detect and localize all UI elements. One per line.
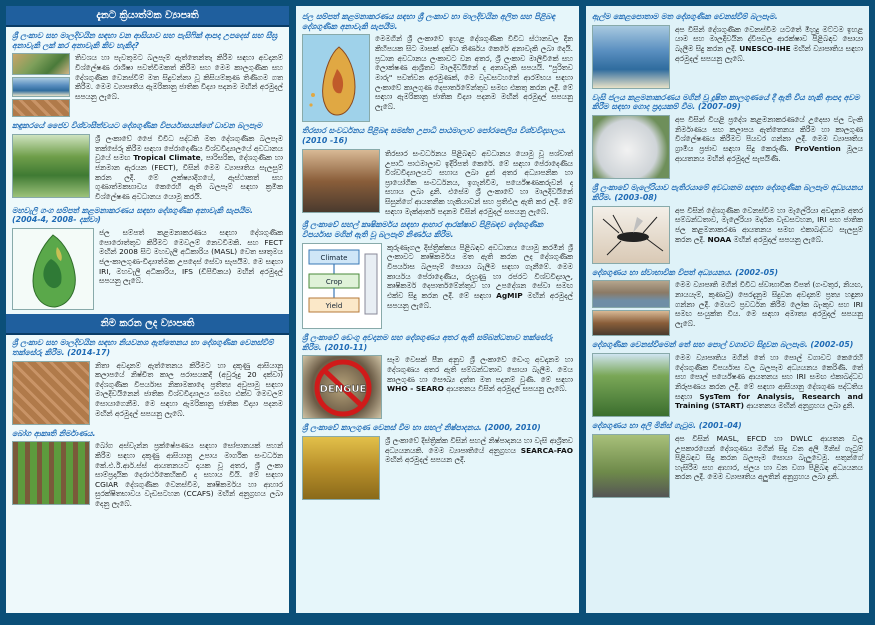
section-text: අප විසින් MASL, EFCD හා DWLC ආයතන වල උපකාරයෙන් දේශගුණය මගින් සිදු වන අලි මිනිස් ගැටුම් පිළිබඳව සිදු කරන බලපෑම සොයා බැලුවෙමු. සතුන්ගේ හැසිරීම සහ ආහාර, ජලය හා වන වගා පිළිබඳ අධ්‍යයනය කරන ලදී. මෙම ව්‍යාපෘතිය අලුතින් අනුග්‍රහය ලබා දුනි. xyxy=(675,433,863,482)
section-text: මෙම ව්‍යාපෘතිය මගින් තේ හා පොල් වගාවට කෙරෙහි දේශගුණික විපර්යාස වල බලපෑම අධ්‍යයනය කෙරිණි. තේ සහ පොල් පර්යේෂණ ආයතනය සහ IRI සමඟ එකාබද්ධව නිරූපණය කරන ලදී. මේ සඳහා ආසියානු දේශගුණ පද්ධතිය සඳහා SysTem for Analysis, Research and Training (START) ආයතනය මඟින් අනුග්‍රහය ලබා දුනි. xyxy=(675,353,863,411)
sri-lanka-map xyxy=(12,228,94,310)
section-body xyxy=(592,25,863,89)
section-body xyxy=(302,34,573,122)
disaster-photo xyxy=(592,310,670,336)
section-body xyxy=(592,434,863,498)
section-body xyxy=(302,436,573,500)
section-title: කඳුකරයේ ජෛව විශ්වාසීත්වයට දේශගුණික විපර්යාසයන්ගේ ධාවන බලපෑම xyxy=(12,121,262,131)
coastline-photo xyxy=(592,25,670,89)
section-body xyxy=(12,361,283,425)
drought-seedling-photo xyxy=(12,361,90,425)
section-text: මෙම ව්‍යාපෘති මගින් විවිධ ස්වාභාවික විපත් (ගංවතුර, නියඟ, නායයෑම්, කුණාටු) පෙරදැනුම සිදුවන අවදානම් ප්‍රත්‍ය හඳුනා ගන්නා ලදී. මෙයට ප්‍රවර්ධන කිරීම ලෝක බැංකුව සහ IRI සමඟ සංයුක්ත විය. මෙ සඳහා අමාත්‍ය අරමුදල් සපයනු ලැබේ. xyxy=(675,280,863,328)
section-body xyxy=(592,280,863,336)
diagram-label-b: Crop xyxy=(325,277,343,286)
column-projects-right xyxy=(586,6,869,613)
section-body xyxy=(12,441,283,508)
section-body xyxy=(592,353,863,417)
banner-current-projects: දැනට ක්‍රියාත්මක ව්‍යාපෘති xyxy=(6,6,289,27)
section-body xyxy=(592,206,863,264)
section-title: දේශගුණික වෙනස්වීමෙන් තේ සහ පොල් වගාවට සිදුවන බලපෑම. (2002-05) xyxy=(592,340,854,350)
cyclone-photo xyxy=(12,77,70,97)
section-text: ජල සම්පත් කළමනාකරණය සඳහා දේශගුණික පොරොත්තුව කිරීමට මෙවලම් නෙවවීමකි. සහ FECT මඟින් 2008 සිට මහවැලි අධිකාරිය (MASL) වෙත සෘතුමය ජල-කාලගුණ-විද්‍යාත්මක උපදෙස් සේවා සැපයීම. මෙ සඳහා IRI, මහවැලි අධිකාරිය, IFS (ඩීපිවිකය) මඟින් අරමුදල් සපයනු ලැබේ. xyxy=(99,228,283,286)
crop-rows-photo xyxy=(12,441,90,505)
section-text: සෑම වෙසක් පීන අනුව ශ්‍රී ලංකාවේ ඩෙංගු අවදානම හා දේශගුණය අතර ඇති සම්බන්ධතාව සොයා බැලීම. මෙය කාලගුණ හා සෞඛ්‍ය දත්ත මත පදනම් වුණි. මේ සඳහා WHO - SEARO ආයතනය විසින් අරමුදල් සපයනු ලැබේ. xyxy=(387,355,573,394)
section-title: ශ්‍රී ලංකාවේ සහල් කෘෂිකර්මය සඳහා ආහාර ආරක්ෂාව පිළිබඳව දේශගුණික විපර්යාස මගින් ඇති වූ බලපෑම් නිර්ණය කිරීම. xyxy=(302,220,544,240)
section-body xyxy=(12,53,283,117)
column-projects-middle xyxy=(296,6,579,613)
classroom-photo xyxy=(302,149,380,213)
section-body xyxy=(592,115,863,179)
section-text: නිතා අවදානම් ඇත්තෙනය කිරීමට හා දකුණු ආසියානු කලාපයේ නිෂ්චිත කාල පරාසයකදී (අවුරුදු 20 දක්වා) දේශගුණික විපර්යාස නිකාමකාදෙ ප්‍රතිත්‍ය අවුපාමු සඳහා මාලදිවයිනෙන් ජාතික විශ්වවිද්‍යාලය සමඟ එක්ව මෙවලම් සොයාගෙනීම. මෙ සඳහා ඇමරිකානු ජාතික විද්‍යා පදනම මඟින් අරමුදල් සපයනු ලැබේ. xyxy=(95,360,283,418)
section-title: ශ්‍රී ලංකාව සහ මාලදිවයින සඳහා නියවනශ ඇත්තෙනය හා දේශගුණික වෙනස්වීම් තක්සේරු කිරීම. (2014-17) xyxy=(12,338,274,357)
section-text: බෝග අස්වැන්න ප්‍රක්ෂේපණය සඳහා සෝපානයක් පහන් කිරීම සඳහා දකුණු ආසියානු උපාය මාර්ගික සංවර්ධන කේ.එ.ඊ.ආර්.ස්ස් ආයතනයට දායක වූ අතර, ශ්‍රී ලංකා සාම්ප්‍රදායික දෙරාර්ථකෙහිකවී ද සහාය වියි. මේ සඳහා CGIAR දේශගුණික වෙනස්වීම, කෘෂිකර්මය හා ආහාර සුරක්ෂිතභාවය වැඩසටහන (CCAFS) මඟින් අනුග්‍රහය ලබා දෙනු ලැබේ. xyxy=(95,441,283,508)
section-title: ඇල්ම කෙළපොතාම මත දේශගුණික වෙනස්වීම් බලපෑම. xyxy=(592,12,778,21)
section-title: ශ්‍රී ලංකාවේ මැලේරියාව පැතිරයාමේ අවධානම සඳහා දේශගුණික බලපෑම අධ්‍යයනය කිරීම. (2003-08) xyxy=(592,183,863,202)
section-title: මහවැලි ගංග සම්පත් කළමනාකරණය සඳහා දේශගුණික අනාවැකි සැපයීම. (2004-4, 2008- දක්වා) xyxy=(12,205,253,225)
section-title: බෝග ආකෘති නිර්මාණය. xyxy=(12,428,96,438)
diagram-label-c: Yield xyxy=(325,301,343,310)
dengue-label: DENGUE xyxy=(319,384,367,396)
field-photo xyxy=(12,53,70,75)
diagram-label-a: Climate xyxy=(320,253,348,262)
tea-plantation-photo xyxy=(12,134,90,198)
section-text: ශ්‍රී ලංකාවේ දිස්ත්‍රික්ක විසින් සහල් නිෂ්පාදනය හා වැසි ආශ්‍රිතව අධ්‍යයනයකි. මෙම ව්‍යාපෘතියේ අනුග්‍රහය SEARCA-FAO මඟින් අරමුදල් සපයන ලදී. xyxy=(385,435,573,465)
section-title: ශ්‍රී ලංකාවේ කාලගුණ වෙනස් වීම හා සහල් නිෂ්පාදනය. (2000, 2010) xyxy=(302,423,541,433)
section-title: වැසි ජලය කළමනාකරණය මගින් වූ දූෂිත කාලගුණයේ දී ඇති වීය හැකි ආපදා අවම කිරීම සඳහා ගොද ප්‍රදායකම් වීම. (2007-09) xyxy=(592,92,860,112)
section-title: තිරසාර සංවර්ධනය පිළිබඳ සමස්ත උපාධි පාඨමාලාව පෝරපෙලිය විශ්වවිද්‍යාලය. (2010 -16) xyxy=(302,126,567,146)
section-text: අප විසින් දේශගුණික වෙනස්වීම යටතේ මිහුදු මට්ටම ඉහළ යාම සහ මාලදිවයින ද්වීපවල ආරක්ෂාව පිළිබඳව සොයා බැලීම සිදු කරන ලදී. UNESCO-IHE මඟින් ව්‍යාපෘතිය සඳහා අරමුදල් සපයනු ලැබේ. xyxy=(675,24,864,63)
tea-estate-photo xyxy=(592,353,670,417)
section-body xyxy=(302,355,573,419)
impact-flow-diagram xyxy=(302,243,382,329)
section-text: කුරුණෑගල දිස්ත්‍රික්කය පිළිබඳව අවධානය යොමු කරමින් ශ්‍රී ලංකාවට කෘෂිකර්මය මත ඇති කරන ලද දේශගුණික විපර්යාස බලපෑම් සොයා බැලීම සඳහා ගැනීමේ. මෙම කාර්යය පේරාදෙණිය, රුහුණු හා රජරට විශ්වවිද්‍යාල, කෘෂිකර්ම දෙපාර්තමේන්තුව හා උපදේශන සේවා සමඟ එක්ව සිදු කරන ලදී. මේ සඳහා AgMIP මඟින් අරමුදල් සපයනු ලැබේ. xyxy=(387,242,573,310)
section-body xyxy=(302,149,573,216)
section-text: ශ්‍රී ලංකාවේ ජෛ විවිධ පද්ධති මත දේශගුණික බලපෑම තක්සේරු කිරීම සඳහා පේරාදෙණිය විශ්වවිද්‍යාලයේ අවධානය වුයේ සමඟ Tropical Climate, පාරිසරික, දේශගුණික හා ජනමාන ඇරයන (FECT), විසින් මෙම ව්‍යාපෘතිය සැලසුම් කරන ලදී. මේ ලක්ෂ්‍යාදිගයේ, ඇස්ථාකත් සහ ගුණාත්මකභාවය කෙරෙහි ඇති බලපෑම් සඳහා ක්‍රමික විශ්ලේෂණ අවධානය යොමු කරයි. xyxy=(95,134,283,201)
section-text: තිරසාර සංවර්ධනය පිළිබඳව අවධානය යොමු වූ පශ්චාත් උපාධි පාඨමාලාව ඉදිරිපත් කෙරේ. මේ සඳහා පේරාදෙණිය විශ්වවිද්‍යාලයට සහාය ලබා දුන් අතර අධ්‍යාපනික හා ප්‍රායෝගික සංවර්ධනය, ඉගැන්වීම, පර්යේෂණකරුවන් ද සහාය ලබා දුනි. එසේම ශ්‍රී ලංකාවේ හා මාලදිවයිනේ සිසුන්ගේ ආයතනික හැකියාවන් සහ ප්‍රතිඵල ඇති කර ලදී. මේ සඳහා මැක්ආතර් පදනම විසින් අරමුදල් සපයනු ලැබේ. xyxy=(385,148,573,216)
section-text: අප විසින් වියළි ප්‍රදේශ කළමනාකරණයේ උදෙසා ජල ටැංකි නිර්මාණය සහ කලාපය ඇත්තෙනය කිරීම හා කාලගුණ විශ්ලේෂණය කිරීමට පියවර ගන්නා ලදී. මෙම ව්‍යාපෘතිය ග්‍රාමීය ප්‍රජාව සඳහා සිදු කෙරුණි. ProVention මූලය ආයතනය මඟින් අරමුදල් සැපයිණි. xyxy=(675,115,863,163)
elephant-photo xyxy=(592,434,670,498)
water-tank-photo xyxy=(592,115,670,179)
section-text: තිවශය හා පැවතුමට බලපෑම් ඇත්තෙන්තැ කිරීම සඳහා අවදානම් විශ්ලේෂණ රාශිෂා පවත්වීමකත් කිරීම සහ මෙම කාලගුණික සහ දේශගුණික වෙනස්වීම් මත සිදුවන්නා වූ කිසියම්කුණ තිණිගම ගත කිරීම. මෙම ව්‍යාපෘතිය ඇමරිකානු ජාතික විද්‍යා පදනම මඟින් අරමුදල් සපයනු ලැබේ. xyxy=(75,53,283,101)
flood-photo xyxy=(592,280,670,308)
section-body xyxy=(12,134,283,201)
section-title: ජල සම්පත් කළමනාකරණය සඳහා ශ්‍රී ලංකාව හා මාලදිවයින අලිත සහ පිළිබඳ දේශගුණික අනාවැකි සැපයීම. xyxy=(302,12,556,31)
dengue-warning-image xyxy=(302,355,382,419)
srilanka-maldives-map xyxy=(302,34,370,122)
banner-completed-projects: නිම කරන ලද ව්‍යාපෘති xyxy=(6,314,289,335)
section-text: අප විසින් දේශගුණික වෙනස්වීම හා මැලේරියා අවදානම අතර සම්බන්ධතාව, මැලේරියා මර්දන වැඩසටහන, IRI සහ ජාතික ජල කළමනාකරණ ආයතනය සමඟ එකාබද්ධව සැලසුම් කරන ලදී. NOAA මඟින් අරමුදල් සපයනු ලැබේ. xyxy=(675,205,863,244)
column-current-projects xyxy=(6,6,289,613)
brochure-page xyxy=(6,6,869,613)
section-title: ශ්‍රී ලංකාවේ ඩෙංගු අවදානම සහ දේශගුණය අතර ඇති සම්බන්ධතාව තක්සේරු කිරීම. (2010-11) xyxy=(302,332,553,352)
rice-photo xyxy=(302,436,380,500)
section-title: දේශගුණය හා ස්වාභාවික විපත් අධ්‍යයනය. (2002-05) xyxy=(592,267,779,277)
section-body xyxy=(302,243,573,329)
drought-photo xyxy=(12,99,70,117)
mosquito-photo xyxy=(592,206,670,264)
section-text: මෙමගින් ශ්‍රී ලංකාවේ ඉහළ දේශගුණික විවිධ ස්ථානවල දින කිහිපයක සිට මාසක් දක්වා තිර්ණය කෙරේ අනාවැකි ලබා දෙයි. ප්‍රධාන අවධානය ලංකාවට වන අතර, ශ්‍රී ලංකාව මාලිවිකේ සහ ලොක්ෂණ ආශ්‍රිතව මාලදිවයිනේ ද අනාවැකි සපයයි. "පුරිතව මාරු" පවත්වන අරමුණක්, මෙ වැඩසටහනේ ආරම්භය සඳහා ලංකාවේ කාලගුණ දෙපාර්තමේන්තුව සමඟ එකතු කරන ලදී. මේ සඳහා ඇමරිකානු ජාතික විද්‍යා පදනම මඟින් අරමුදල් සපයනු ලැබේ. xyxy=(375,34,573,111)
section-title: දේශගුණය හා අලි මිනිස් ගැටුම. (2001-04) xyxy=(592,421,742,431)
section-title: ශ්‍රී ලංකාව සහ මාලදිවයින සඳහා වන ආසියාව සහ පැසිෆික් ආපදා උපදෙස් සහ සීඝ්‍ර අනාවැකි ලක් කර අනාවැකි කිව හැකිද? xyxy=(12,31,278,50)
section-body xyxy=(12,228,283,310)
